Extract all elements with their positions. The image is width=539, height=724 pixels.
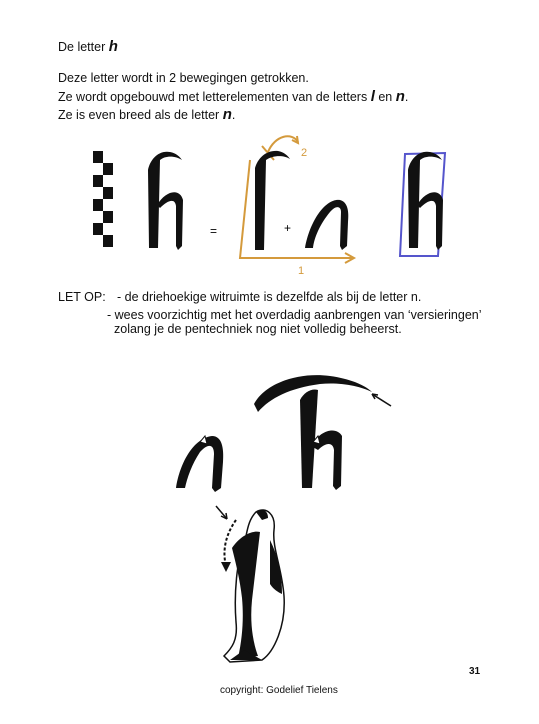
- letter-n-triangle: [176, 436, 223, 492]
- note-item-2-line-2: zolang je de pentechniek nog niet volledig beheerst.: [114, 322, 402, 336]
- letter-h-flourish: [254, 375, 372, 490]
- motion-guide-arrowhead: [221, 562, 231, 572]
- intro-line-3-end: .: [231, 108, 236, 122]
- stroke-2-label: 2: [301, 147, 308, 159]
- copyright: copyright: Godelief Tielens: [220, 685, 338, 696]
- intro-letter-n: n: [395, 88, 405, 105]
- intro-line-1: Deze letter wordt in 2 bewegingen getrokken.: [58, 71, 309, 85]
- arrow-pointer-penguin: [216, 506, 227, 519]
- title-letter: h: [108, 38, 118, 55]
- stroke-1-label: 1: [298, 265, 305, 277]
- intro-letter-n-width: n: [222, 106, 232, 123]
- equals-sign: =: [210, 224, 218, 238]
- intro-line-2-text: Ze wordt opgebouwd met letterelementen van de letters: [58, 90, 368, 104]
- intro-line-3-text: Ze is even breed als de letter: [58, 108, 220, 122]
- intro-line-2-end: .: [404, 90, 409, 104]
- note-item-1: - de driehoekige witruimte is dezelfde als bij de letter n.: [117, 290, 422, 304]
- plus-sign: +: [284, 221, 292, 235]
- intro-letter-l: l: [370, 88, 375, 105]
- intro-and: en: [378, 90, 393, 104]
- page-number: 31: [469, 666, 481, 677]
- dashed-motion-guide: [224, 520, 236, 566]
- title-text: De letter: [58, 40, 106, 54]
- arrow-pointer-flourish: [372, 394, 391, 406]
- penguin-drawing: [224, 510, 284, 662]
- note-label: LET OP:: [58, 290, 106, 304]
- note-item-2-line-1: - wees voorzichtig met het overdadig aanbrengen van ‘versieringen’: [107, 308, 482, 322]
